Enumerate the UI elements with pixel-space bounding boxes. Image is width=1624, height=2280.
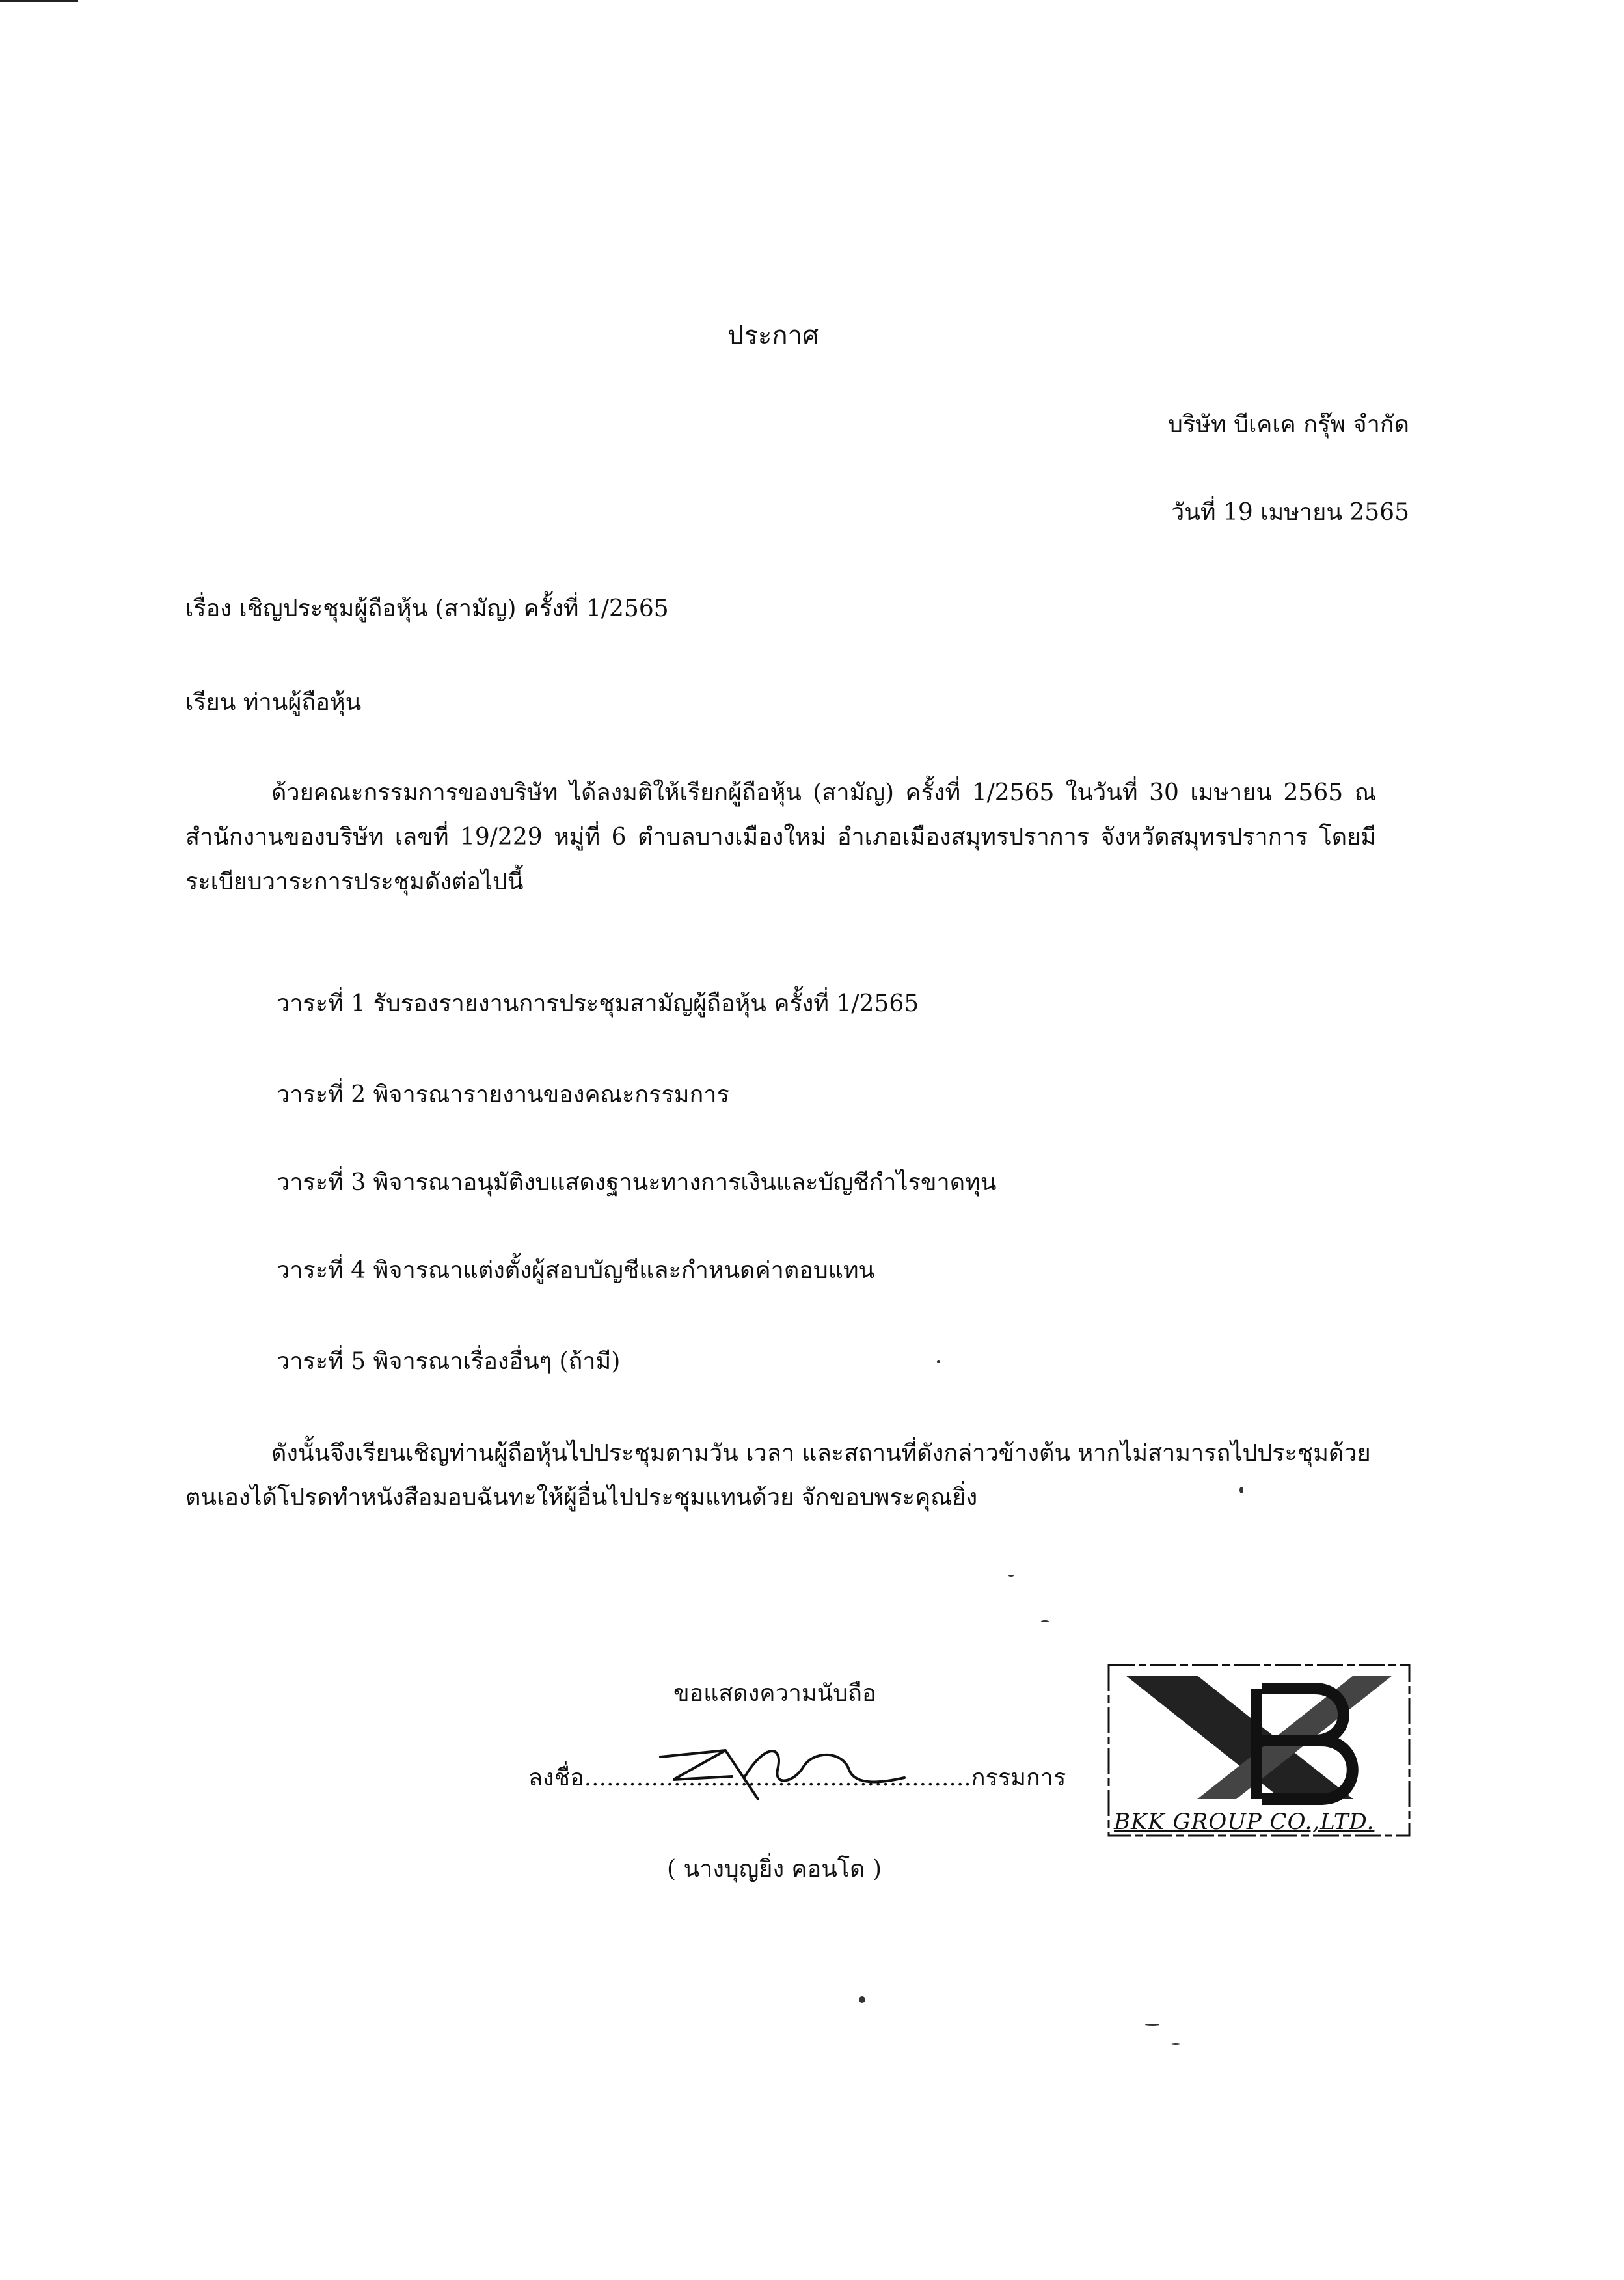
scan-speck (1145, 2024, 1159, 2026)
document-date: วันที่ 19 เมษายน 2565 (1171, 499, 1409, 526)
scan-speck (1008, 1575, 1014, 1577)
scan-speck (1171, 2043, 1180, 2045)
scan-speck (859, 1996, 865, 2003)
company-name: บริษัท บีเคเค กรุ๊พ จำกัด (1168, 411, 1409, 438)
invitation-paragraph: ดังนั้นจึงเรียนเชิญท่านผู้ถือหุ้นไปประชุมตามวัน เวลา และสถานที่ดังกล่าวข้างต้น หากไม่สามารถไปประชุมด้วยตนเองได้โปรดทำหนังสือมอบฉันทะให้ผู้อื่นไปประชุมแทนด้วย จักขอบพระคุณยิ่ง (185, 1440, 1371, 1512)
scan-speck (1041, 1620, 1049, 1622)
agenda-item-5: วาระที่ 5 พิจารณาเรื่องอื่นๆ (ถ้ามี) (277, 1348, 621, 1375)
handwritten-signature (654, 1731, 908, 1802)
signature-line: ลงชื่อ....................................................กรรมการ (528, 1765, 1066, 1791)
subject-line: เรื่อง เชิญประชุมผู้ถือหุ้น (สามัญ) ครั้งที่ 1/2565 (185, 595, 669, 622)
scan-speck (1239, 1487, 1243, 1493)
closing-phrase: ขอแสดงความนับถือ (673, 1680, 876, 1707)
agenda-item-2: วาระที่ 2 พิจารณารายงานของคณะกรรมการ (277, 1081, 729, 1108)
intro-paragraph: ด้วยคณะกรรมการของบริษัท ได้ลงมติให้เรียกผู้ถือหุ้น (สามัญ) ครั้งที่ 1/2565 ในวันที่ 30 เมษายน 2565 ณ สำนักงานของบริษัท เลขที่ 19/229 หมู่ที่ 6 ตำบลบางเมืองใหม่ อำเภอเมืองสมุทรปราการ จังหวัดสมุทรปราการ โดยมีระเบียบวาระการประชุมดังต่อไปนี้ (185, 780, 1376, 895)
agenda-item-3: วาระที่ 3 พิจารณาอนุมัติงบแสดงฐานะทางการเงินและบัญชีกำไรขาดทุน (277, 1169, 997, 1196)
scan-speck (937, 1360, 940, 1363)
signer-name: ( นางบุญยิ่ง คอนโด ) (667, 1856, 882, 1882)
scan-edge-line (0, 0, 78, 2)
document-title: ประกาศ (727, 321, 819, 351)
agenda-item-4: วาระที่ 4 พิจารณาแต่งตั้งผู้สอบบัญชีและกำหนดค่าตอบแทน (277, 1257, 875, 1284)
agenda-item-1: วาระที่ 1 รับรองรายงานการประชุมสามัญผู้ถือหุ้น ครั้งที่ 1/2565 (277, 990, 919, 1017)
salutation: เรียน ท่านผู้ถือหุ้น (185, 689, 362, 716)
stamp-text: BKK GROUP CO.,LTD. (1114, 1809, 1375, 1835)
